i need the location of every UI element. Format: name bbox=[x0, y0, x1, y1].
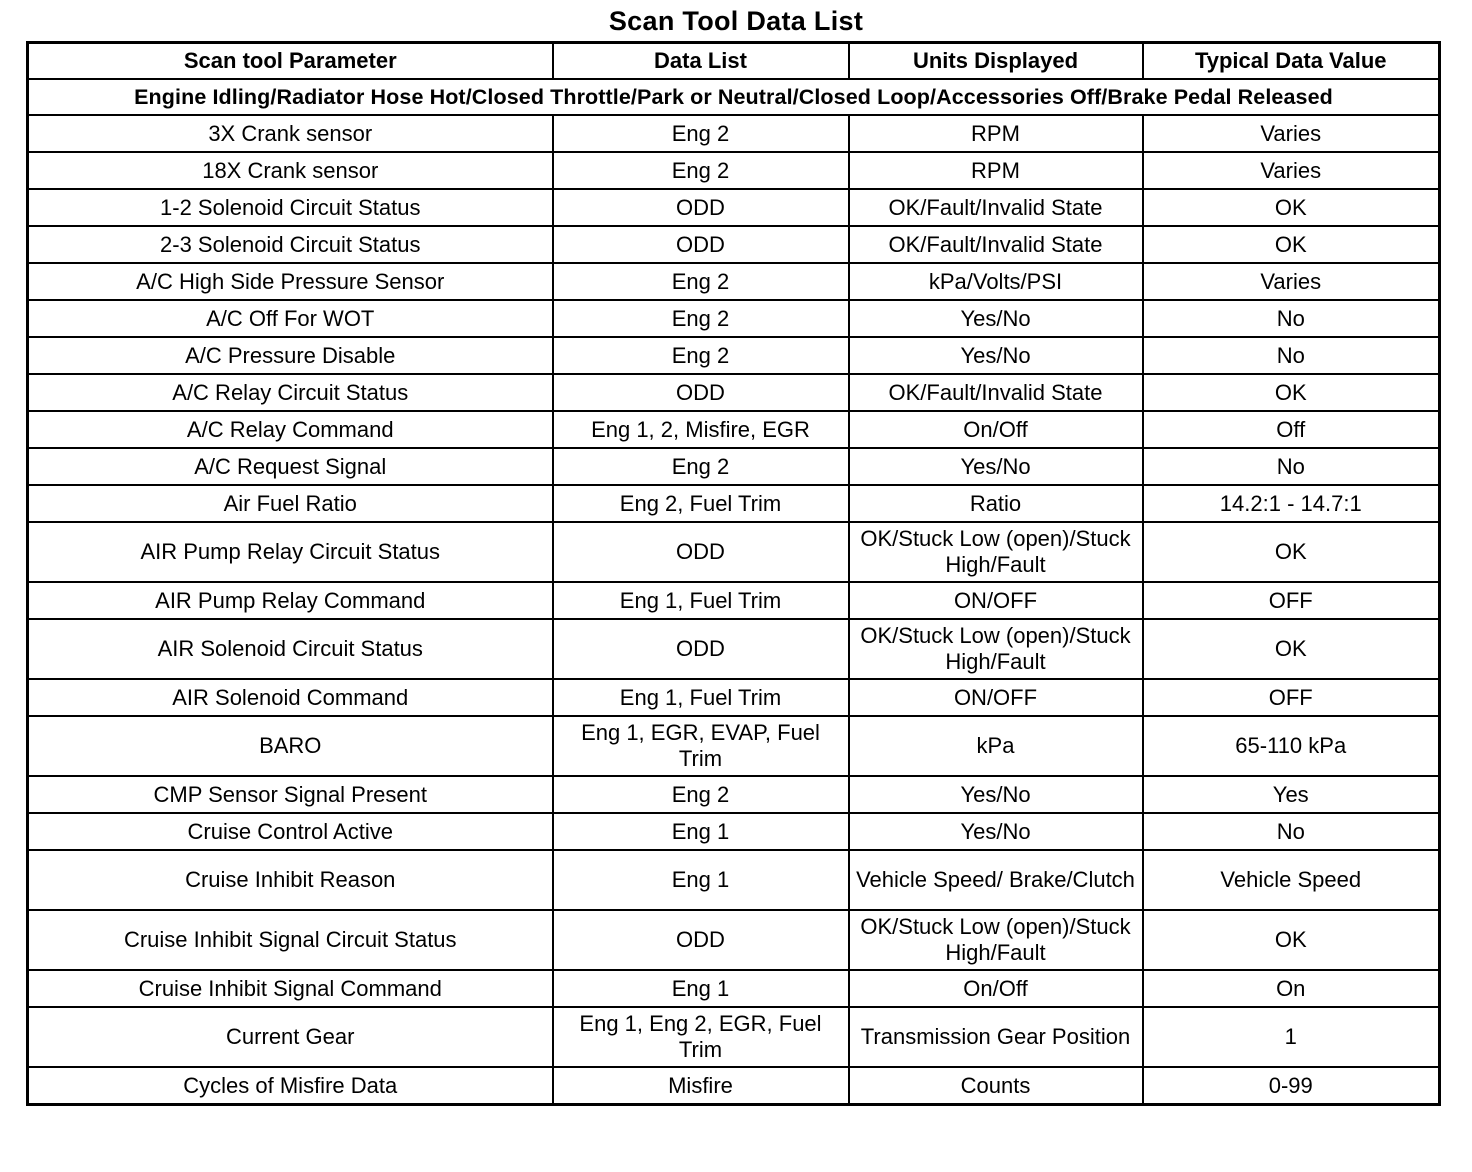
table-row bbox=[28, 716, 1440, 776]
cell-units: kPa bbox=[849, 716, 1143, 776]
cell-units: RPM bbox=[849, 115, 1143, 152]
cell-data-list: Eng 2 bbox=[553, 300, 849, 337]
cell-parameter: Cruise Control Active bbox=[28, 813, 553, 850]
cell-data-list: ODD bbox=[553, 619, 849, 679]
cell-units: OK/Stuck Low (open)/Stuck High/Fault bbox=[849, 522, 1143, 582]
cell-data-list: Eng 1, Eng 2, EGR, Fuel Trim bbox=[553, 1007, 849, 1067]
header-row bbox=[28, 43, 1440, 80]
cell-units: ON/OFF bbox=[849, 582, 1143, 619]
cell-typical-value: OFF bbox=[1143, 582, 1440, 619]
cell-typical-value: 65-110 kPa bbox=[1143, 716, 1440, 776]
table-row bbox=[28, 679, 1440, 716]
scan-tool-data-table bbox=[26, 41, 1441, 1106]
cell-typical-value: No bbox=[1143, 813, 1440, 850]
cell-units: kPa/Volts/PSI bbox=[849, 263, 1143, 300]
table-row bbox=[28, 522, 1440, 582]
cell-parameter: AIR Solenoid Circuit Status bbox=[28, 619, 553, 679]
cell-parameter: Cruise Inhibit Reason bbox=[28, 850, 553, 910]
header-typical-value: Typical Data Value bbox=[1143, 43, 1440, 80]
cell-data-list: Eng 1, EGR, EVAP, Fuel Trim bbox=[553, 716, 849, 776]
cell-typical-value: 0-99 bbox=[1143, 1067, 1440, 1105]
cell-units: RPM bbox=[849, 152, 1143, 189]
cell-typical-value: OFF bbox=[1143, 679, 1440, 716]
cell-data-list: ODD bbox=[553, 374, 849, 411]
header-data-list: Data List bbox=[553, 43, 849, 80]
cell-data-list: Eng 1 bbox=[553, 850, 849, 910]
cell-units: OK/Fault/Invalid State bbox=[849, 374, 1143, 411]
cell-units: On/Off bbox=[849, 411, 1143, 448]
cell-data-list: ODD bbox=[553, 189, 849, 226]
header-parameter: Scan tool Parameter bbox=[28, 43, 553, 80]
cell-units: ON/OFF bbox=[849, 679, 1143, 716]
table-row bbox=[28, 189, 1440, 226]
table-row bbox=[28, 411, 1440, 448]
table-row bbox=[28, 1067, 1440, 1105]
cell-typical-value: On bbox=[1143, 970, 1440, 1007]
table-row bbox=[28, 582, 1440, 619]
table-row bbox=[28, 152, 1440, 189]
cell-typical-value: Varies bbox=[1143, 115, 1440, 152]
cell-parameter: A/C Relay Circuit Status bbox=[28, 374, 553, 411]
cell-parameter: Cycles of Misfire Data bbox=[28, 1067, 553, 1105]
cell-data-list: Eng 1 bbox=[553, 813, 849, 850]
cell-data-list: Eng 2 bbox=[553, 152, 849, 189]
cell-data-list: Eng 2, Fuel Trim bbox=[553, 485, 849, 522]
table-row bbox=[28, 1007, 1440, 1067]
table-row bbox=[28, 910, 1440, 970]
cell-units: Yes/No bbox=[849, 776, 1143, 813]
cell-parameter: Cruise Inhibit Signal Command bbox=[28, 970, 553, 1007]
cell-parameter: AIR Pump Relay Command bbox=[28, 582, 553, 619]
table-row bbox=[28, 813, 1440, 850]
table-row bbox=[28, 970, 1440, 1007]
cell-typical-value: Varies bbox=[1143, 152, 1440, 189]
table-row bbox=[28, 485, 1440, 522]
cell-typical-value: OK bbox=[1143, 226, 1440, 263]
cell-units: Vehicle Speed/ Brake/Clutch bbox=[849, 850, 1143, 910]
cell-parameter: 1-2 Solenoid Circuit Status bbox=[28, 189, 553, 226]
cell-parameter: AIR Solenoid Command bbox=[28, 679, 553, 716]
cell-parameter: A/C Request Signal bbox=[28, 448, 553, 485]
cell-typical-value: Varies bbox=[1143, 263, 1440, 300]
cell-typical-value: OK bbox=[1143, 522, 1440, 582]
table-row bbox=[28, 226, 1440, 263]
cell-parameter: A/C Pressure Disable bbox=[28, 337, 553, 374]
cell-units: Yes/No bbox=[849, 448, 1143, 485]
page-title: Scan Tool Data List bbox=[608, 6, 864, 36]
table-row bbox=[28, 776, 1440, 813]
cell-typical-value: OK bbox=[1143, 189, 1440, 226]
cell-parameter: Current Gear bbox=[28, 1007, 553, 1067]
test-condition: Engine Idling/Radiator Hose Hot/Closed Throttle/Park or Neutral/Closed Loop/Accessories Off/Brake Pedal Released bbox=[28, 79, 1440, 115]
cell-units: Yes/No bbox=[849, 337, 1143, 374]
cell-parameter: AIR Pump Relay Circuit Status bbox=[28, 522, 553, 582]
cell-units: Ratio bbox=[849, 485, 1143, 522]
cell-parameter: 2-3 Solenoid Circuit Status bbox=[28, 226, 553, 263]
cell-typical-value: No bbox=[1143, 300, 1440, 337]
cell-typical-value: No bbox=[1143, 337, 1440, 374]
cell-data-list: Eng 1 bbox=[553, 970, 849, 1007]
cell-typical-value: Off bbox=[1143, 411, 1440, 448]
cell-units: Transmission Gear Position bbox=[849, 1007, 1143, 1067]
table-row bbox=[28, 263, 1440, 300]
cell-units: OK/Stuck Low (open)/Stuck High/Fault bbox=[849, 619, 1143, 679]
table-row bbox=[28, 619, 1440, 679]
cell-parameter: BARO bbox=[28, 716, 553, 776]
cell-parameter: 18X Crank sensor bbox=[28, 152, 553, 189]
cell-units: Counts bbox=[849, 1067, 1143, 1105]
table-row bbox=[28, 337, 1440, 374]
cell-typical-value: No bbox=[1143, 448, 1440, 485]
table-row bbox=[28, 115, 1440, 152]
cell-data-list: ODD bbox=[553, 910, 849, 970]
cell-data-list: Eng 2 bbox=[553, 263, 849, 300]
cell-data-list: Eng 2 bbox=[553, 115, 849, 152]
cell-typical-value: OK bbox=[1143, 374, 1440, 411]
table-row bbox=[28, 374, 1440, 411]
cell-parameter: A/C High Side Pressure Sensor bbox=[28, 263, 553, 300]
cell-parameter: A/C Off For WOT bbox=[28, 300, 553, 337]
table-row bbox=[28, 850, 1440, 910]
header-units: Units Displayed bbox=[849, 43, 1143, 80]
cell-parameter: 3X Crank sensor bbox=[28, 115, 553, 152]
cell-data-list: ODD bbox=[553, 226, 849, 263]
cell-parameter: Cruise Inhibit Signal Circuit Status bbox=[28, 910, 553, 970]
cell-data-list: Eng 2 bbox=[553, 448, 849, 485]
cell-typical-value: 1 bbox=[1143, 1007, 1440, 1067]
cell-parameter: A/C Relay Command bbox=[28, 411, 553, 448]
cell-parameter: Air Fuel Ratio bbox=[28, 485, 553, 522]
cell-parameter: CMP Sensor Signal Present bbox=[28, 776, 553, 813]
cell-typical-value: Vehicle Speed bbox=[1143, 850, 1440, 910]
cell-data-list: Eng 2 bbox=[553, 337, 849, 374]
cell-data-list: Eng 1, 2, Misfire, EGR bbox=[553, 411, 849, 448]
table-row bbox=[28, 300, 1440, 337]
condition-row bbox=[28, 79, 1440, 115]
cell-units: Yes/No bbox=[849, 300, 1143, 337]
cell-typical-value: 14.2:1 - 14.7:1 bbox=[1143, 485, 1440, 522]
table-row bbox=[28, 448, 1440, 485]
cell-units: OK/Fault/Invalid State bbox=[849, 226, 1143, 263]
cell-data-list: Eng 1, Fuel Trim bbox=[553, 582, 849, 619]
cell-units: OK/Fault/Invalid State bbox=[849, 189, 1143, 226]
cell-units: OK/Stuck Low (open)/Stuck High/Fault bbox=[849, 910, 1143, 970]
cell-units: On/Off bbox=[849, 970, 1143, 1007]
cell-data-list: ODD bbox=[553, 522, 849, 582]
cell-typical-value: OK bbox=[1143, 910, 1440, 970]
cell-typical-value: OK bbox=[1143, 619, 1440, 679]
cell-data-list: Eng 1, Fuel Trim bbox=[553, 679, 849, 716]
cell-units: Yes/No bbox=[849, 813, 1143, 850]
cell-data-list: Eng 2 bbox=[553, 776, 849, 813]
cell-typical-value: Yes bbox=[1143, 776, 1440, 813]
cell-data-list: Misfire bbox=[553, 1067, 849, 1105]
